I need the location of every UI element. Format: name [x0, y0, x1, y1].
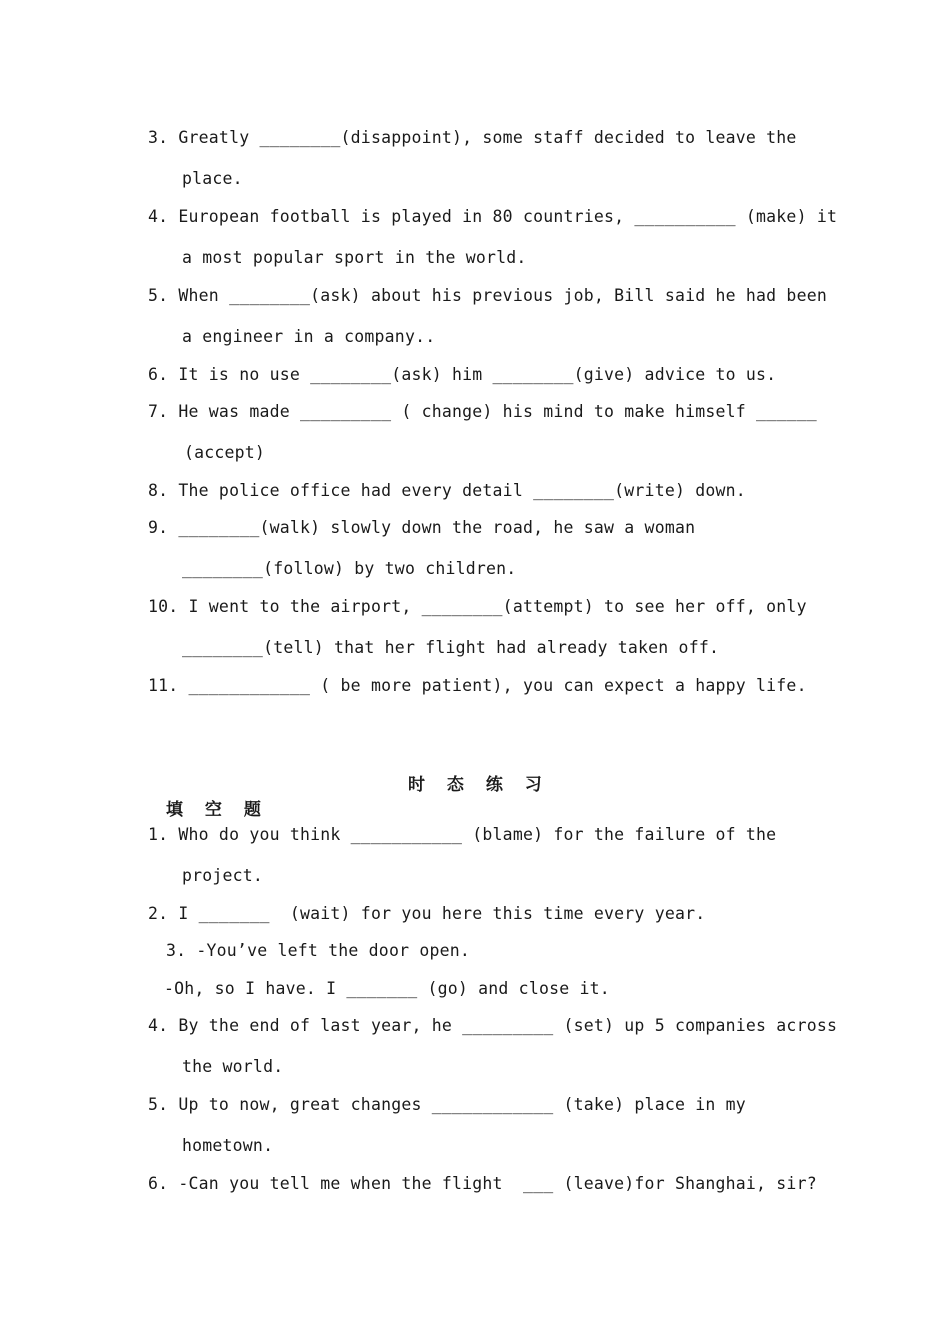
- item-8-line-1: 8. The police office had every detail ________(write) down.: [148, 481, 746, 500]
- item-7-line-1: 7. He was made _________ ( change) his mind to make himself ______: [148, 402, 817, 421]
- section-subtitle: 填 空 题: [166, 800, 269, 820]
- section-title: 时 态 练 习: [408, 775, 550, 795]
- tense-item-4-line-1: 4. By the end of last year, he _________ (set) up 5 companies across: [148, 1016, 838, 1035]
- item-5-line-2: a engineer in a company..: [182, 327, 436, 346]
- tense-item-3-line-2: -Oh, so I have. I _______ (go) and close it.: [164, 979, 610, 998]
- tense-item-2-line-1: 2. I _______ (wait) for you here this time every year.: [148, 904, 706, 923]
- item-5-line-1: 5. When ________(ask) about his previous job, Bill said he had been: [148, 286, 827, 305]
- tense-item-5-line-2: hometown.: [182, 1136, 274, 1155]
- item-3-line-1: 3. Greatly ________(disappoint), some staff decided to leave the: [148, 128, 797, 147]
- tense-item-1-line-2: project.: [182, 866, 264, 885]
- tense-item-1-line-1: 1. Who do you think ___________ (blame) for the failure of the: [148, 825, 777, 844]
- tense-item-4-line-2: the world.: [182, 1057, 284, 1076]
- item-10-line-2: ________(tell) that her flight had already taken off.: [182, 638, 720, 657]
- item-11-line-1: 11. ____________ ( be more patient), you can expect a happy life.: [148, 676, 807, 695]
- item-4-line-1: 4. European football is played in 80 countries, __________ (make) it: [148, 207, 838, 226]
- item-4-line-2: a most popular sport in the world.: [182, 248, 527, 267]
- tense-item-5-line-1: 5. Up to now, great changes ____________ (take) place in my: [148, 1095, 746, 1114]
- item-10-line-1: 10. I went to the airport, ________(attempt) to see her off, only: [148, 597, 807, 616]
- tense-item-3-line-1: 3. -You’ve left the door open.: [166, 941, 471, 960]
- item-9-line-2: ________(follow) by two children.: [182, 559, 517, 578]
- item-3-line-2: place.: [182, 169, 243, 188]
- item-7-line-2: (accept): [184, 443, 266, 462]
- item-6-line-1: 6. It is no use ________(ask) him ________(give) advice to us.: [148, 365, 777, 384]
- tense-item-6-line-1: 6. -Can you tell me when the flight ___ (leave)for Shanghai, sir?: [148, 1174, 817, 1193]
- item-9-line-1: 9. ________(walk) slowly down the road, he saw a woman: [148, 518, 696, 537]
